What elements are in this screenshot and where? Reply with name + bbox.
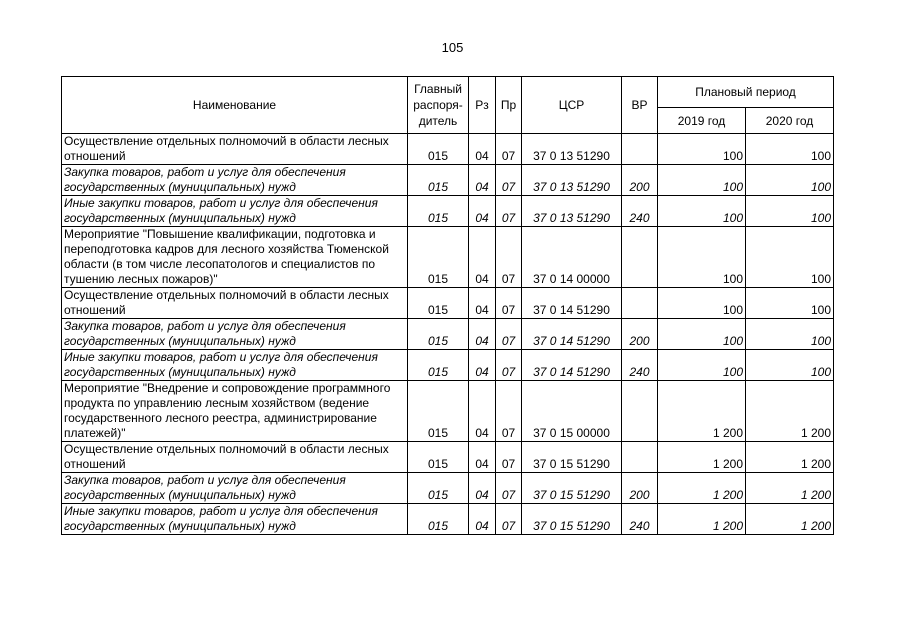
cell-2019: 100 bbox=[658, 350, 746, 381]
table-row bbox=[62, 319, 834, 350]
header-name: Наименование bbox=[62, 77, 408, 134]
cell-pr: 07 bbox=[496, 350, 522, 381]
table-body bbox=[62, 134, 834, 535]
cell-csr: 37 0 15 00000 bbox=[522, 381, 622, 442]
table-row bbox=[62, 134, 834, 165]
cell-2020: 1 200 bbox=[746, 442, 834, 473]
cell-pr: 07 bbox=[496, 134, 522, 165]
cell-name: Осуществление отдельных полномочий в области лесных отношений bbox=[62, 288, 408, 319]
cell-rz: 04 bbox=[469, 381, 496, 442]
cell-rz: 04 bbox=[469, 473, 496, 504]
cell-2019: 100 bbox=[658, 165, 746, 196]
header-vr: ВР bbox=[622, 77, 658, 134]
cell-vr: 240 bbox=[622, 504, 658, 535]
header-grbs-line1: Главный bbox=[414, 82, 462, 96]
header-row bbox=[62, 77, 834, 108]
cell-2020: 1 200 bbox=[746, 504, 834, 535]
table-row bbox=[62, 350, 834, 381]
cell-vr: 200 bbox=[622, 473, 658, 504]
cell-grbs: 015 bbox=[408, 504, 469, 535]
cell-pr: 07 bbox=[496, 319, 522, 350]
header-pr: Пр bbox=[496, 77, 522, 134]
cell-name: Мероприятие "Повышение квалификации, подготовка и переподготовка кадров для лесного хозяйства Тюменской области (в том числе лесопатологов и специалистов по тушению лесных пожаров)" bbox=[62, 227, 408, 288]
cell-2019: 1 200 bbox=[658, 381, 746, 442]
cell-name: Иные закупки товаров, работ и услуг для обеспечения государственных (муниципальных) нужд bbox=[62, 504, 408, 535]
header-year-2019: 2019 год bbox=[658, 108, 746, 134]
cell-name: Осуществление отдельных полномочий в области лесных отношений bbox=[62, 442, 408, 473]
cell-2019: 1 200 bbox=[658, 473, 746, 504]
cell-pr: 07 bbox=[496, 442, 522, 473]
cell-2019: 100 bbox=[658, 134, 746, 165]
cell-name: Иные закупки товаров, работ и услуг для обеспечения государственных (муниципальных) нужд bbox=[62, 196, 408, 227]
cell-vr bbox=[622, 381, 658, 442]
cell-vr: 240 bbox=[622, 350, 658, 381]
header-grbs bbox=[408, 77, 469, 134]
cell-2019: 100 bbox=[658, 196, 746, 227]
cell-csr: 37 0 14 51290 bbox=[522, 288, 622, 319]
cell-grbs: 015 bbox=[408, 442, 469, 473]
cell-rz: 04 bbox=[469, 442, 496, 473]
cell-name: Осуществление отдельных полномочий в области лесных отношений bbox=[62, 134, 408, 165]
cell-rz: 04 bbox=[469, 227, 496, 288]
cell-rz: 04 bbox=[469, 196, 496, 227]
cell-name: Закупка товаров, работ и услуг для обеспечения государственных (муниципальных) нужд bbox=[62, 319, 408, 350]
cell-grbs: 015 bbox=[408, 350, 469, 381]
cell-2020: 1 200 bbox=[746, 473, 834, 504]
cell-grbs: 015 bbox=[408, 196, 469, 227]
cell-2020: 100 bbox=[746, 319, 834, 350]
cell-name: Иные закупки товаров, работ и услуг для обеспечения государственных (муниципальных) нужд bbox=[62, 350, 408, 381]
cell-rz: 04 bbox=[469, 504, 496, 535]
cell-2020: 1 200 bbox=[746, 381, 834, 442]
cell-pr: 07 bbox=[496, 196, 522, 227]
cell-csr: 37 0 14 51290 bbox=[522, 319, 622, 350]
header-grbs-line2: распоря- bbox=[413, 98, 463, 112]
cell-2020: 100 bbox=[746, 196, 834, 227]
cell-csr: 37 0 13 51290 bbox=[522, 196, 622, 227]
cell-grbs: 015 bbox=[408, 319, 469, 350]
cell-grbs: 015 bbox=[408, 473, 469, 504]
table-row bbox=[62, 442, 834, 473]
cell-vr bbox=[622, 227, 658, 288]
budget-table bbox=[61, 76, 834, 535]
header-year-2020: 2020 год bbox=[746, 108, 834, 134]
page-number: 105 bbox=[441, 40, 464, 55]
cell-name: Закупка товаров, работ и услуг для обеспечения государственных (муниципальных) нужд bbox=[62, 165, 408, 196]
header-rz: Рз bbox=[469, 77, 496, 134]
cell-2020: 100 bbox=[746, 165, 834, 196]
cell-pr: 07 bbox=[496, 227, 522, 288]
cell-rz: 04 bbox=[469, 165, 496, 196]
cell-2020: 100 bbox=[746, 227, 834, 288]
cell-csr: 37 0 13 51290 bbox=[522, 165, 622, 196]
cell-2020: 100 bbox=[746, 350, 834, 381]
cell-name: Закупка товаров, работ и услуг для обеспечения государственных (муниципальных) нужд bbox=[62, 473, 408, 504]
header-grbs-line3: дитель bbox=[418, 114, 458, 128]
cell-2019: 1 200 bbox=[658, 504, 746, 535]
cell-pr: 07 bbox=[496, 288, 522, 319]
cell-grbs: 015 bbox=[408, 227, 469, 288]
cell-vr bbox=[622, 134, 658, 165]
cell-grbs: 015 bbox=[408, 165, 469, 196]
cell-csr: 37 0 14 51290 bbox=[522, 350, 622, 381]
cell-pr: 07 bbox=[496, 165, 522, 196]
cell-vr bbox=[622, 288, 658, 319]
cell-csr: 37 0 15 51290 bbox=[522, 504, 622, 535]
cell-vr bbox=[622, 442, 658, 473]
header-plan-period: Плановый период bbox=[658, 77, 834, 108]
cell-csr: 37 0 15 51290 bbox=[522, 473, 622, 504]
table-row bbox=[62, 227, 834, 288]
cell-vr: 200 bbox=[622, 319, 658, 350]
cell-2019: 100 bbox=[658, 288, 746, 319]
cell-csr: 37 0 14 00000 bbox=[522, 227, 622, 288]
cell-csr: 37 0 13 51290 bbox=[522, 134, 622, 165]
cell-rz: 04 bbox=[469, 288, 496, 319]
cell-pr: 07 bbox=[496, 504, 522, 535]
cell-rz: 04 bbox=[469, 319, 496, 350]
cell-grbs: 015 bbox=[408, 381, 469, 442]
cell-2019: 100 bbox=[658, 319, 746, 350]
cell-rz: 04 bbox=[469, 350, 496, 381]
table-row bbox=[62, 196, 834, 227]
cell-2019: 100 bbox=[658, 227, 746, 288]
cell-vr: 240 bbox=[622, 196, 658, 227]
header-csr: ЦСР bbox=[522, 77, 622, 134]
cell-pr: 07 bbox=[496, 381, 522, 442]
cell-grbs: 015 bbox=[408, 288, 469, 319]
cell-2019: 1 200 bbox=[658, 442, 746, 473]
table-row bbox=[62, 288, 834, 319]
table-row bbox=[62, 504, 834, 535]
cell-csr: 37 0 15 51290 bbox=[522, 442, 622, 473]
cell-rz: 04 bbox=[469, 134, 496, 165]
cell-2020: 100 bbox=[746, 288, 834, 319]
cell-pr: 07 bbox=[496, 473, 522, 504]
cell-vr: 200 bbox=[622, 165, 658, 196]
cell-name: Мероприятие "Внедрение и сопровождение программного продукта по управлению лесным хозяйством (ведение государственного лесного реестра, администрирование платежей)" bbox=[62, 381, 408, 442]
cell-grbs: 015 bbox=[408, 134, 469, 165]
table-row bbox=[62, 473, 834, 504]
cell-2020: 100 bbox=[746, 134, 834, 165]
table-row bbox=[62, 165, 834, 196]
table-row bbox=[62, 381, 834, 442]
